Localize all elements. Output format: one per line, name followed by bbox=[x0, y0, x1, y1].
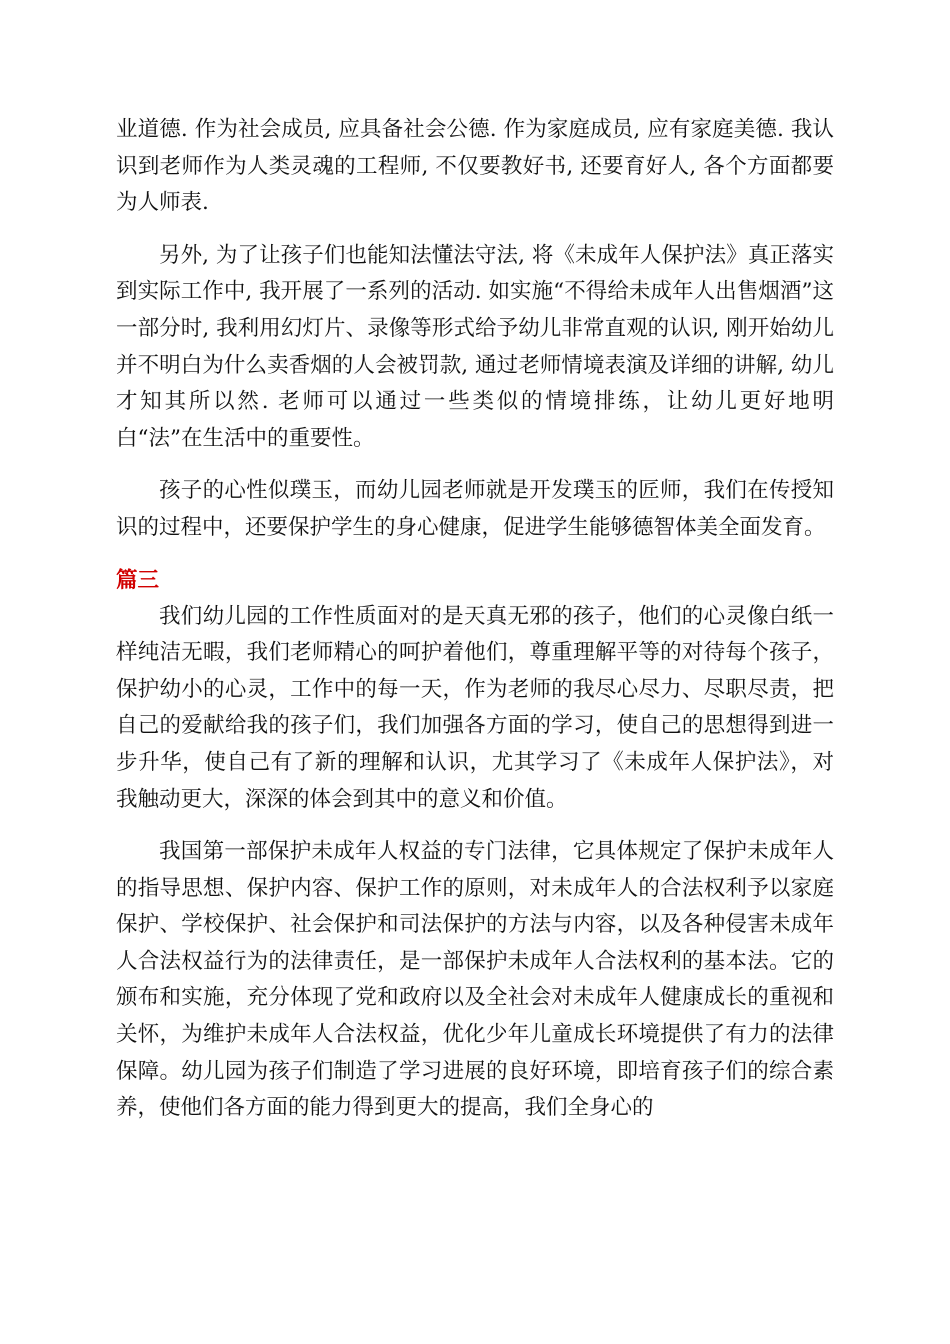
paragraph-kindergarten-work: 我们幼儿园的工作性质面对的是天真无邪的孩子，他们的心灵像白纸一样纯洁无暇，我们老师精心的呵护着他们，尊重理解平等的对待每个孩子，保护幼小的心灵，工作中的每一天，作为老师的我尽心尽力、尽职尽责，把自己的爱献给我的孩子们，我们加强各方面的学习，使自己的思想得到进一步升华，使自己有了新的理解和认识，尤其学习了《未成年人保护法》，对我触动更大，深深的体会到其中的意义和价值。 bbox=[116, 603, 834, 812]
paragraph-jade: 孩子的心性似璞玉，而幼儿园老师就是开发璞玉的匠师，我们在传授知识的过程中，还要保护学生的身心健康，促进学生能够德智体美全面发育。 bbox=[116, 478, 834, 540]
paragraph-activities: 另外, 为了让孩子们也能知法懂法守法, 将《未成年人保护法》真正落实到实际工作中, 我开展了一系列的活动. 如实施“不得给未成年人出售烟酒”这一部分时, 我利用幻灯片、录像等形式给予幼儿非常直观的认识, 刚开始幼儿并不明白为什么卖香烟的人会被罚款, 通过老师情境表演及详细的讲解, 幼儿才知其所以然. 老师可以通过一些类似的情境排练，让幼儿更好地明白“法”在生活中的重要性。 bbox=[116, 242, 834, 451]
document-page bbox=[116, 112, 834, 1143]
paragraph-continued: 业道德. 作为社会成员, 应具备社会公德. 作为家庭成员, 应有家庭美德. 我认识到老师作为人类灵魂的工程师, 不仅要教好书, 还要育好人, 各个方面都要为人师表. bbox=[116, 117, 834, 216]
section-heading: 篇三 bbox=[116, 567, 160, 593]
paragraph-law: 我国第一部保护未成年人权益的专门法律，它具体规定了保护未成年人的指导思想、保护内容、保护工作的原则，对未成年人的合法权利予以家庭保护、学校保护、社会保护和司法保护的方法与内容，以及各种侵害未成年人合法权益行为的法律责任，是一部保护未成年人合法权利的基本法。它的颁布和实施，充分体现了党和政府以及全社会对未成年人健康成长的重视和关怀，为维护未成年人合法权益，优化少年儿童成长环境提供了有力的法律保障。幼儿园为孩子们制造了学习进展的良好环境，即培育孩子们的综合素养，使他们各方面的能力得到更大的提高，我们全身心的 bbox=[116, 839, 834, 1121]
